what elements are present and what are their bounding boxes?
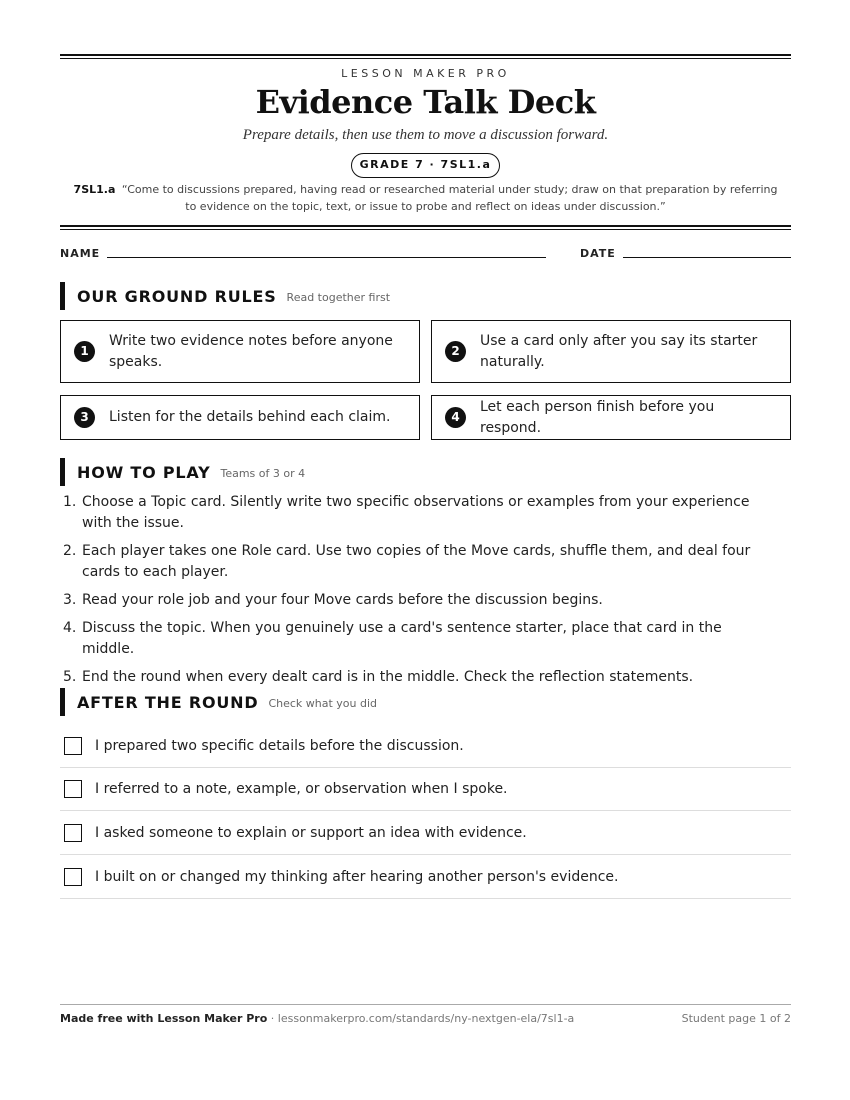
list-item (60, 590, 791, 611)
step-number: 3. (63, 592, 77, 608)
name-field[interactable] (107, 257, 546, 258)
reflection-checkbox[interactable] (64, 737, 82, 755)
step-number: 2. (63, 543, 77, 559)
standard-text: “Come to discussions prepared, having read or researched material under study; draw on that preparation by referring to evidence on the topic, text, or issue to probe and reflect on ideas under discussion.” (121, 183, 778, 213)
reflection-text: I asked someone to explain or support an idea with evidence. (95, 824, 527, 841)
ground-rule-card (60, 395, 420, 440)
list-item (60, 492, 791, 534)
ground-rule-card (431, 395, 791, 440)
ground-rules-note: Read together first (286, 291, 391, 304)
footer-separator: · (267, 1012, 278, 1025)
ground-rules-title: OUR GROUND RULES (77, 286, 277, 306)
date-field[interactable] (623, 257, 791, 258)
how-to-play-title: HOW TO PLAY (77, 462, 211, 482)
reflection-checkbox[interactable] (64, 868, 82, 886)
step-text: End the round when every dealt card is in the middle. Check the reflection statements. (82, 669, 694, 685)
rule-number-badge: 3 (74, 407, 95, 428)
footer-divider (60, 1004, 791, 1005)
brand-name: LESSON MAKER PRO (341, 67, 510, 80)
date-label: DATE (580, 247, 616, 260)
list-item (60, 667, 791, 688)
standard-statement (70, 182, 781, 215)
ground-rule-text: Listen for the details behind each claim. (109, 409, 391, 425)
reflection-checkbox[interactable] (64, 780, 82, 798)
after-round-heading (60, 688, 377, 716)
list-item (60, 618, 791, 660)
ground-rule-card (431, 320, 791, 383)
rule-number-badge: 4 (445, 407, 466, 428)
footer-credit (60, 1012, 574, 1025)
standard-code: 7SL1.a (73, 183, 116, 196)
header-bottom-rule (60, 225, 791, 230)
footer-url[interactable]: lessonmakerpro.com/standards/ny-nextgen-ela/7sl1-a (277, 1012, 575, 1025)
rule-number-badge: 2 (445, 341, 466, 362)
step-number: 4. (63, 620, 77, 636)
ground-rule-text: Use a card only after you say its starter naturally. (480, 332, 758, 370)
list-item (60, 541, 791, 583)
header-top-rule (60, 54, 791, 59)
reflection-checkbox[interactable] (64, 824, 82, 842)
page-subtitle: Prepare details, then use them to move a discussion forward. (242, 127, 609, 143)
worksheet-page (60, 0, 791, 1100)
after-round-note: Check what you did (268, 697, 378, 710)
page-number: Student page 1 of 2 (681, 1012, 791, 1025)
step-number: 1. (63, 494, 77, 510)
rule-number-badge: 1 (74, 341, 95, 362)
reflection-item (60, 767, 791, 811)
ground-rules-heading (60, 282, 390, 310)
instruction-steps (60, 492, 791, 695)
after-round-title: AFTER THE ROUND (77, 692, 259, 712)
ground-rule-text: Write two evidence notes before anyone speaks. (109, 332, 393, 370)
ground-rule-card (60, 320, 420, 383)
ground-rule-text: Let each person finish before you respond. (480, 398, 715, 436)
footer-made-with: Made free with Lesson Maker Pro (60, 1012, 268, 1025)
grade-badge: GRADE 7 · 7SL1.a (351, 153, 500, 178)
reflection-item (60, 724, 791, 768)
step-text: Read your role job and your four Move cards before the discussion begins. (82, 592, 603, 608)
reflection-text: I prepared two specific details before the discussion. (95, 737, 464, 754)
step-number: 5. (63, 669, 77, 685)
reflection-item (60, 855, 791, 899)
reflection-text: I referred to a note, example, or observation when I spoke. (95, 780, 508, 797)
page-title: Evidence Talk Deck (255, 83, 596, 121)
reflection-text: I built on or changed my thinking after hearing another person's evidence. (95, 868, 619, 885)
how-to-play-heading (60, 458, 305, 486)
name-label: NAME (60, 247, 101, 260)
step-text: Each player takes one Role card. Use two copies of the Move cards, shuffle them, and deal four cards to each player. (82, 543, 751, 580)
how-to-play-note: Teams of 3 or 4 (220, 467, 306, 480)
step-text: Discuss the topic. When you genuinely use a card's sentence starter, place that card in the middle. (82, 620, 722, 657)
step-text: Choose a Topic card. Silently write two specific observations or examples from your experience with the issue. (82, 494, 750, 531)
reflection-item (60, 811, 791, 855)
